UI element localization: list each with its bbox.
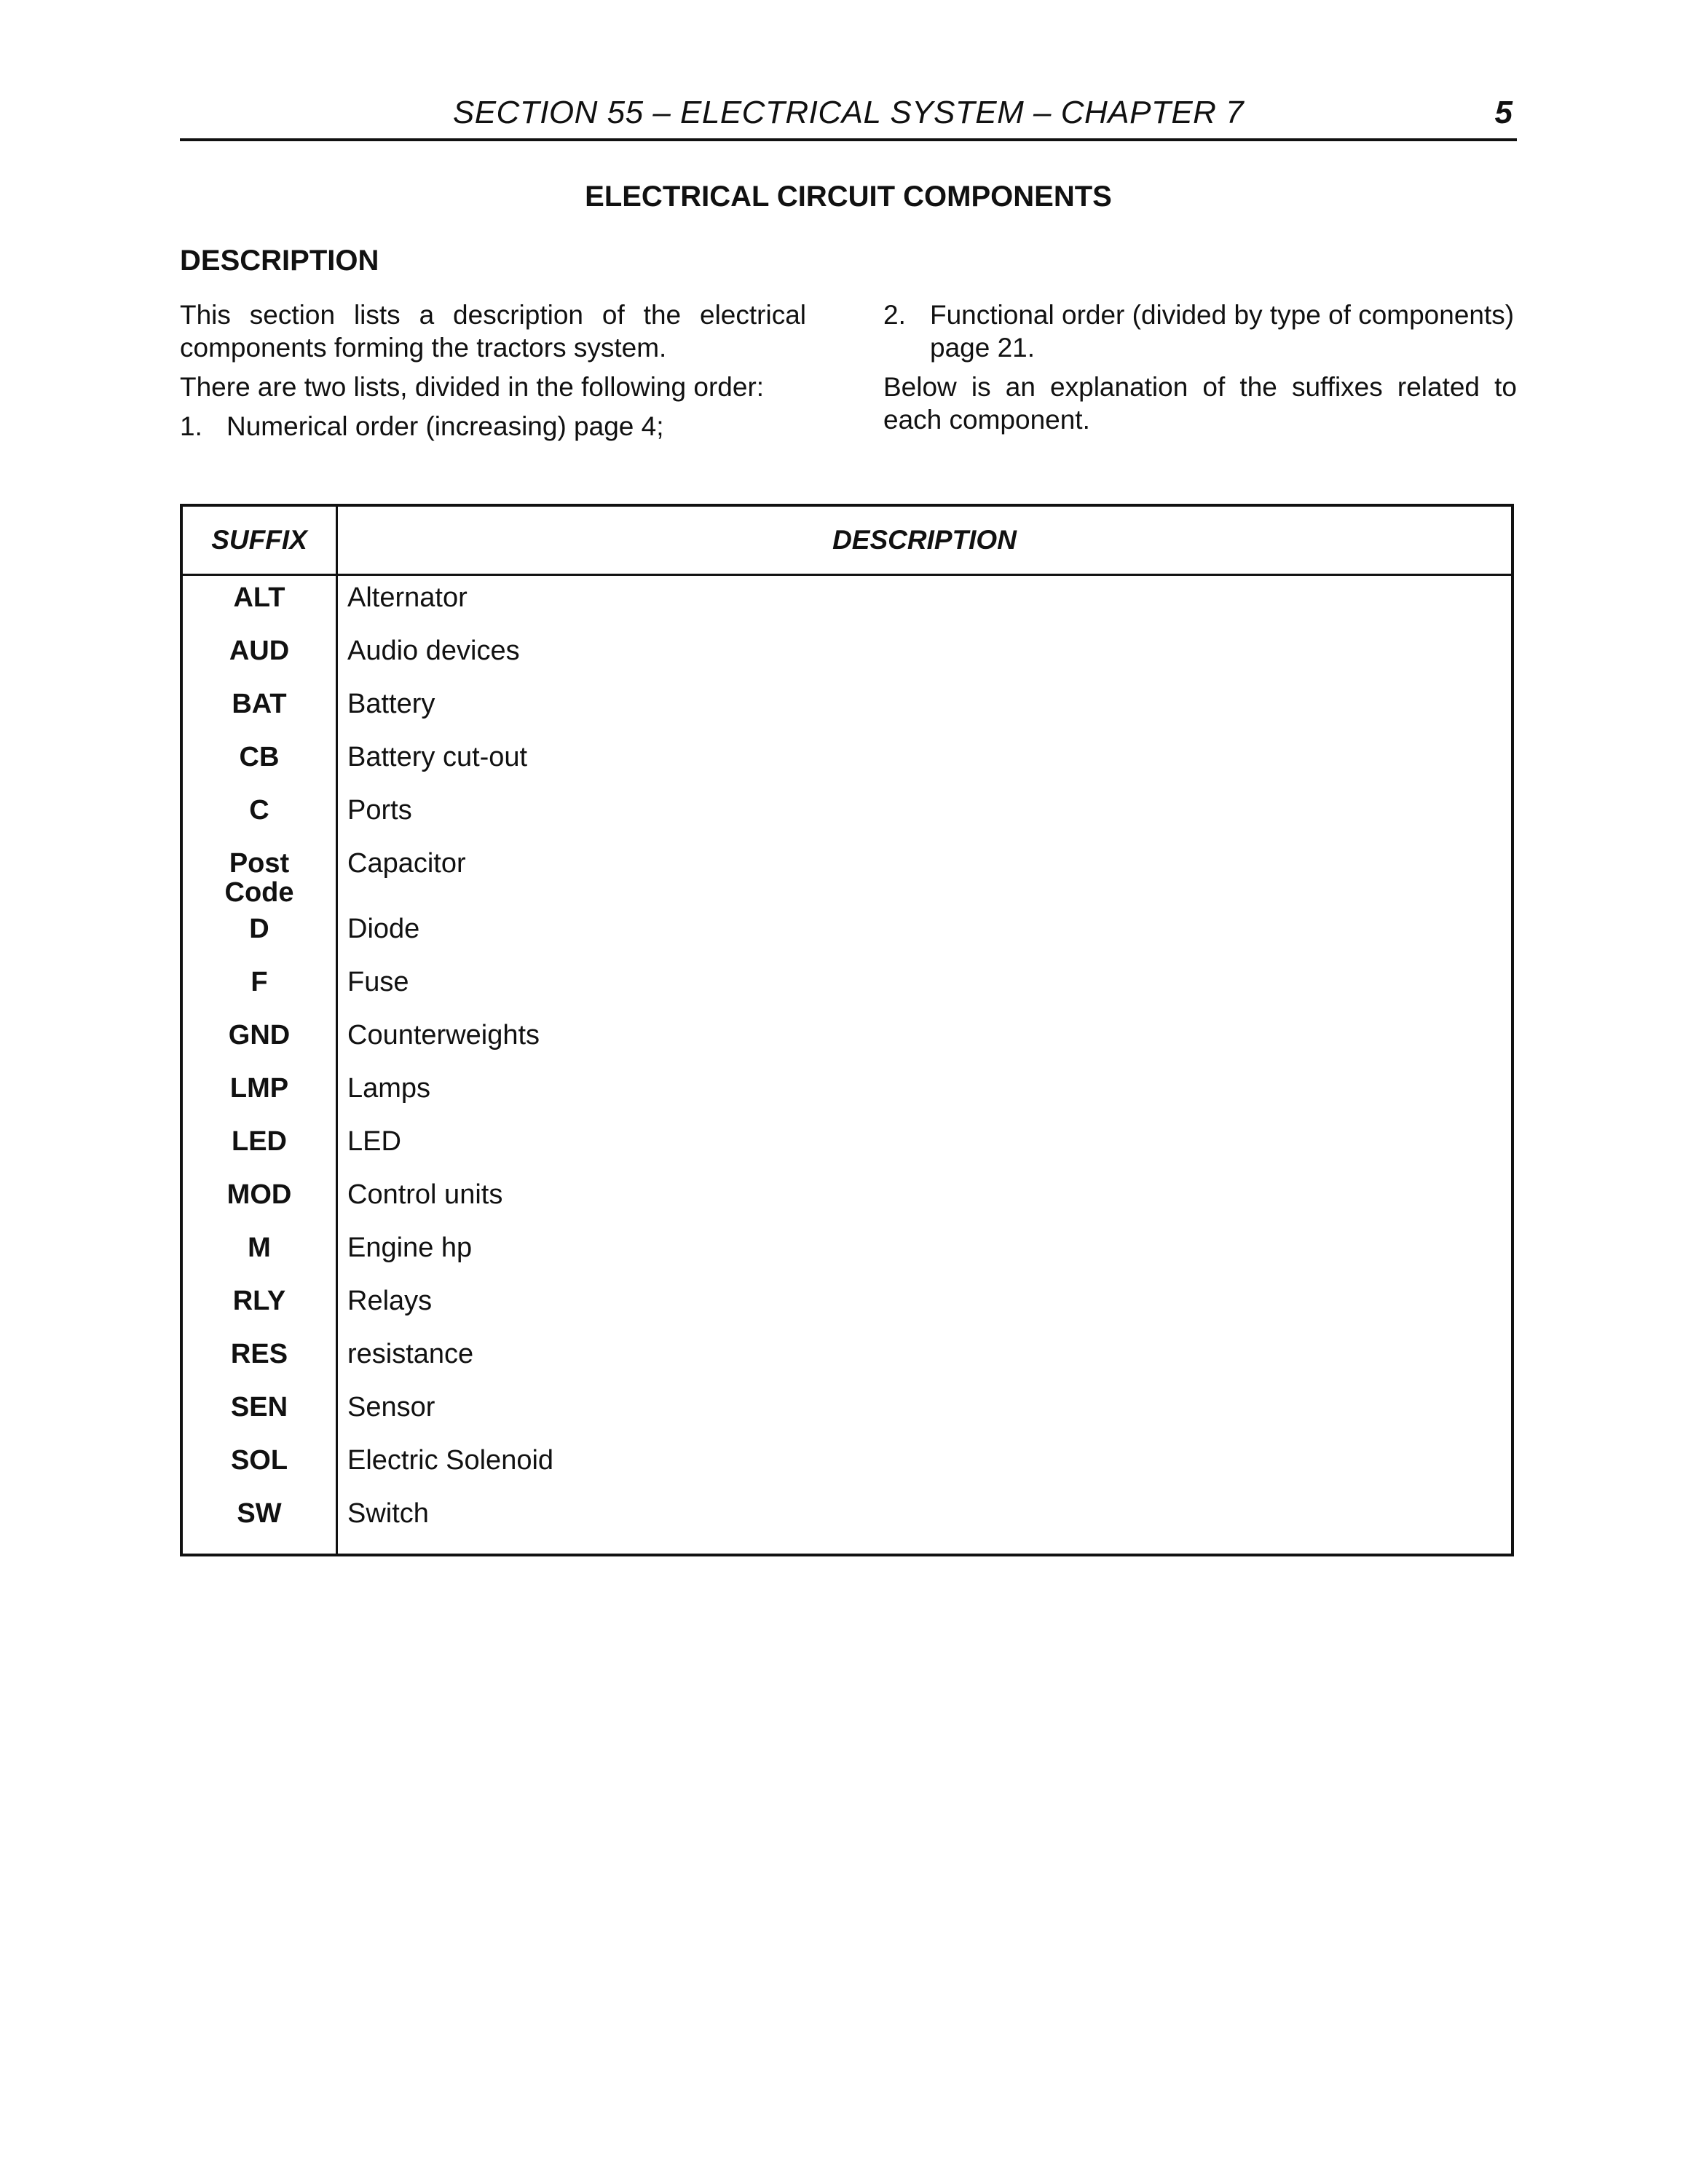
suffix-description: LED	[347, 1126, 401, 1157]
table-row	[181, 1013, 1513, 1067]
suffix-code: MOD	[181, 1173, 337, 1226]
suffix-description: Control units	[347, 1179, 503, 1210]
suffix-description: Counterweights	[347, 1020, 540, 1051]
suffix-description: Relays	[347, 1286, 433, 1316]
table-row	[181, 907, 1513, 960]
table-row	[181, 682, 1513, 735]
intro-paragraph: This section lists a description of the electrical components forming the tractors system.	[180, 300, 806, 363]
table-row	[181, 575, 1513, 630]
table-row	[181, 1385, 1513, 1439]
column-header-suffix: SUFFIX	[181, 505, 337, 575]
table-row	[181, 1439, 1513, 1492]
suffix-code: RES	[181, 1332, 337, 1385]
list-item	[883, 298, 1517, 364]
table-row	[181, 1120, 1513, 1173]
table-row	[181, 842, 1513, 907]
suffix-description: Engine hp	[347, 1233, 473, 1263]
intro-paragraph: There are two lists, divided in the following order:	[180, 372, 765, 402]
suffix-code: AUD	[181, 629, 337, 682]
suffix-description: Electric Solenoid	[347, 1445, 554, 1476]
suffix-description: Sensor	[347, 1392, 435, 1423]
page-number: 5	[1494, 95, 1513, 130]
table-row	[181, 735, 1513, 788]
list-text: Numerical order (increasing) page 4;	[226, 411, 664, 441]
suffix-description: Capacitor	[347, 848, 466, 879]
suffix-code: LMP	[181, 1067, 337, 1120]
page-title: ELECTRICAL CIRCUIT COMPONENTS	[585, 181, 1112, 213]
intro-paragraph: Below is an explanation of the suffixes related to each component.	[883, 372, 1517, 435]
suffix-code: SEN	[181, 1385, 337, 1439]
suffix-description: Alternator	[347, 582, 468, 613]
table-row	[181, 1173, 1513, 1226]
list-text: Functional order (divided by type of components) page 21.	[930, 300, 1515, 363]
suffix-description: Audio devices	[347, 636, 520, 666]
table-body	[181, 575, 1513, 1556]
table-row	[181, 788, 1513, 842]
suffix-code: CB	[181, 735, 337, 788]
table-row	[181, 629, 1513, 682]
column-header-description: DESCRIPTION	[337, 505, 1513, 575]
suffix-description: Battery cut-out	[347, 742, 528, 772]
suffix-description: Diode	[347, 914, 420, 944]
table-row	[181, 1226, 1513, 1279]
table-row	[181, 1067, 1513, 1120]
intro-left-column	[180, 298, 806, 449]
suffix-description: resistance	[347, 1339, 474, 1369]
list-number: 2.	[883, 300, 906, 330]
suffix-code: M	[181, 1226, 337, 1279]
table-row	[181, 960, 1513, 1013]
suffix-code: SOL	[181, 1439, 337, 1492]
suffix-code: ALT	[181, 575, 337, 630]
suffix-code: F	[181, 960, 337, 1013]
table-header-row	[181, 505, 1513, 575]
suffix-description: Switch	[347, 1498, 429, 1529]
section-heading: DESCRIPTION	[180, 245, 379, 277]
suffix-description: Battery	[347, 689, 435, 719]
table-row	[181, 1332, 1513, 1385]
header-title: SECTION 55 – ELECTRICAL SYSTEM – CHAPTER 7	[452, 95, 1245, 130]
suffix-description: Ports	[347, 795, 412, 826]
list-number: 1.	[180, 411, 202, 441]
page-header	[180, 92, 1517, 141]
suffix-description: Fuse	[347, 967, 409, 997]
suffix-code: C	[181, 788, 337, 842]
suffix-code: RLY	[181, 1279, 337, 1332]
list-item	[180, 410, 806, 443]
suffix-code: LED	[181, 1120, 337, 1173]
suffix-code: Post Code	[181, 842, 337, 907]
table-row	[181, 1492, 1513, 1555]
intro-right-column	[883, 298, 1517, 443]
suffix-code: BAT	[181, 682, 337, 735]
suffix-code: GND	[181, 1013, 337, 1067]
suffix-code: SW	[181, 1492, 337, 1555]
suffix-table	[180, 504, 1514, 1556]
table-row	[181, 1279, 1513, 1332]
suffix-code: D	[181, 907, 337, 960]
suffix-description: Lamps	[347, 1073, 431, 1104]
